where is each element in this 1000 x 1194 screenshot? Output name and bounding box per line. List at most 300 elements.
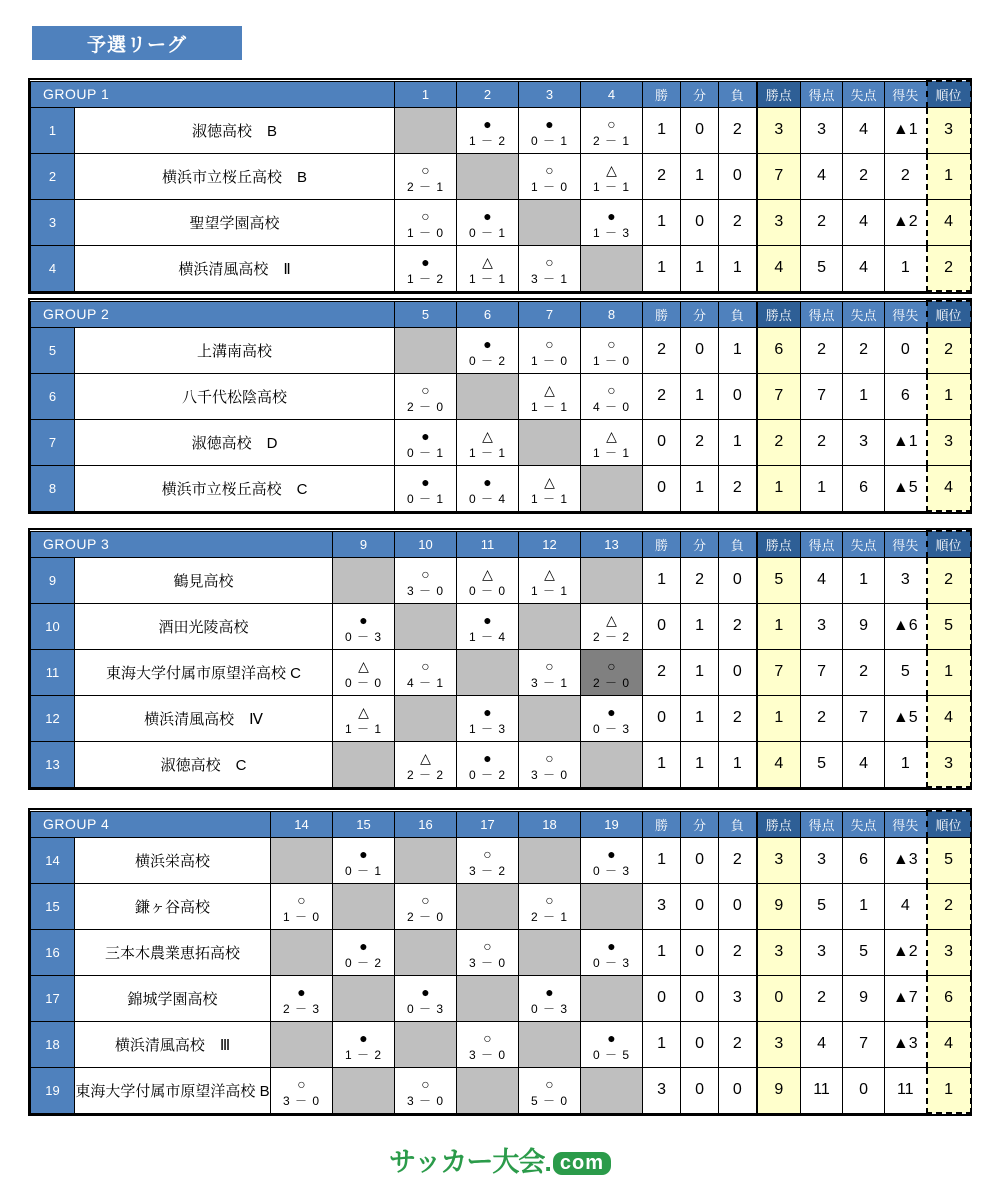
match-cell-blank — [333, 557, 395, 603]
cell-points: 2 — [757, 419, 801, 465]
result-score: 0 － 3 — [593, 863, 631, 878]
result-mark-icon: ● — [607, 937, 616, 954]
cell-lose: 0 — [719, 557, 757, 603]
cell-gd: ▲7 — [885, 975, 927, 1021]
match-result-cell — [457, 741, 519, 787]
cell-gd: 2 — [885, 153, 927, 199]
cell-ga: 0 — [843, 1067, 885, 1113]
cell-draw: 1 — [681, 649, 719, 695]
result-mark-icon: ○ — [545, 161, 554, 178]
cell-win: 1 — [643, 245, 681, 291]
cell-lose: 2 — [719, 695, 757, 741]
match-result-cell — [457, 419, 519, 465]
column-ga: 失点 — [843, 81, 885, 107]
column-number: 15 — [333, 811, 395, 837]
cell-lose: 0 — [719, 373, 757, 419]
match-result-cell — [457, 107, 519, 153]
cell-draw: 2 — [681, 557, 719, 603]
column-points: 勝点 — [757, 531, 801, 557]
cell-points: 5 — [757, 557, 801, 603]
cell-lose: 2 — [719, 603, 757, 649]
match-result-cell — [519, 465, 581, 511]
match-cell-blank — [581, 245, 643, 291]
match-cell-blank — [519, 199, 581, 245]
team-name: 東海大学付属市原望洋高校 B — [75, 1067, 271, 1113]
column-number: 2 — [457, 81, 519, 107]
result-score: 2 － 1 — [407, 179, 445, 194]
row-number: 2 — [31, 153, 75, 199]
result-score: 0 － 2 — [469, 353, 507, 368]
cell-rank: 2 — [927, 883, 971, 929]
cell-gd: 4 — [885, 883, 927, 929]
column-number: 11 — [457, 531, 519, 557]
result-mark-icon: ● — [421, 473, 430, 490]
cell-rank: 4 — [927, 465, 971, 511]
column-number: 13 — [581, 531, 643, 557]
cell-ga: 4 — [843, 245, 885, 291]
cell-ga: 5 — [843, 929, 885, 975]
team-name: 横浜清風高校 Ⅱ — [75, 245, 395, 291]
cell-points: 1 — [757, 695, 801, 741]
result-mark-icon: ○ — [607, 381, 616, 398]
cell-gf: 7 — [801, 373, 843, 419]
row-number: 9 — [31, 557, 75, 603]
match-result-cell — [333, 603, 395, 649]
logo-text: サッカー大会 — [388, 1147, 545, 1177]
cell-gf: 4 — [801, 557, 843, 603]
group-name: GROUP 1 — [31, 81, 395, 107]
match-result-cell — [333, 929, 395, 975]
result-mark-icon: ● — [483, 335, 492, 352]
row-number: 13 — [31, 741, 75, 787]
match-result-cell — [457, 1021, 519, 1067]
column-lose: 負 — [719, 531, 757, 557]
column-number: 5 — [395, 301, 457, 327]
result-score: 1 － 1 — [531, 583, 569, 598]
match-cell-blank — [581, 883, 643, 929]
result-score: 1 － 1 — [593, 179, 631, 194]
column-gf: 得点 — [801, 811, 843, 837]
result-mark-icon: ● — [297, 983, 306, 1000]
group-table — [30, 530, 972, 788]
group-name: GROUP 4 — [31, 811, 271, 837]
result-score: 1 － 1 — [469, 445, 507, 460]
cell-ga: 2 — [843, 327, 885, 373]
result-mark-icon: ● — [483, 473, 492, 490]
cell-lose: 1 — [719, 419, 757, 465]
group-block — [28, 808, 972, 1116]
team-name: 淑徳高校 B — [75, 107, 395, 153]
cell-rank: 2 — [927, 245, 971, 291]
match-cell-blank — [581, 741, 643, 787]
match-result-cell — [581, 419, 643, 465]
column-gd: 得失 — [885, 81, 927, 107]
column-lose: 負 — [719, 301, 757, 327]
group-block — [28, 78, 972, 294]
cell-gd: 11 — [885, 1067, 927, 1113]
match-result-cell — [581, 107, 643, 153]
column-lose: 負 — [719, 811, 757, 837]
match-cell-blank — [519, 837, 581, 883]
team-name: 横浜清風高校 Ⅲ — [75, 1021, 271, 1067]
match-cell-blank — [457, 153, 519, 199]
row-number: 6 — [31, 373, 75, 419]
match-result-cell — [395, 649, 457, 695]
result-mark-icon: △ — [606, 161, 617, 178]
group-table — [30, 300, 972, 512]
match-result-cell — [581, 929, 643, 975]
column-number: 4 — [581, 81, 643, 107]
result-mark-icon: △ — [606, 611, 617, 628]
cell-draw: 2 — [681, 419, 719, 465]
match-result-cell — [457, 695, 519, 741]
cell-win: 1 — [643, 1021, 681, 1067]
result-score: 3 － 0 — [283, 1093, 321, 1108]
match-result-cell — [395, 419, 457, 465]
match-result-cell — [581, 153, 643, 199]
cell-gd: 5 — [885, 649, 927, 695]
column-number: 18 — [519, 811, 581, 837]
cell-gf: 2 — [801, 695, 843, 741]
result-score: 3 － 0 — [469, 1047, 507, 1062]
cell-draw: 0 — [681, 1021, 719, 1067]
cell-gf: 11 — [801, 1067, 843, 1113]
row-number: 8 — [31, 465, 75, 511]
result-mark-icon: ● — [545, 115, 554, 132]
cell-gd: 6 — [885, 373, 927, 419]
row-number: 18 — [31, 1021, 75, 1067]
column-number: 1 — [395, 81, 457, 107]
match-result-cell — [519, 373, 581, 419]
table-row — [31, 199, 971, 245]
table-row — [31, 557, 971, 603]
cell-ga: 9 — [843, 603, 885, 649]
result-score: 0 － 1 — [407, 445, 445, 460]
column-gd: 得失 — [885, 301, 927, 327]
row-number: 12 — [31, 695, 75, 741]
result-mark-icon: ○ — [607, 335, 616, 352]
row-number: 14 — [31, 837, 75, 883]
result-score: 1 － 3 — [469, 721, 507, 736]
match-cell-blank — [519, 419, 581, 465]
column-gf: 得点 — [801, 531, 843, 557]
result-mark-icon: ○ — [545, 335, 554, 352]
cell-rank: 3 — [927, 741, 971, 787]
match-cell-blank — [395, 603, 457, 649]
match-result-cell — [395, 245, 457, 291]
cell-rank: 4 — [927, 695, 971, 741]
column-win: 勝 — [643, 811, 681, 837]
column-ga: 失点 — [843, 811, 885, 837]
cell-points: 7 — [757, 649, 801, 695]
result-score: 0 － 3 — [593, 721, 631, 736]
cell-points: 3 — [757, 929, 801, 975]
match-cell-blank — [333, 1067, 395, 1113]
cell-rank: 3 — [927, 929, 971, 975]
cell-win: 1 — [643, 929, 681, 975]
cell-lose: 1 — [719, 327, 757, 373]
cell-points: 9 — [757, 883, 801, 929]
result-score: 1 － 1 — [345, 721, 383, 736]
cell-gd: 3 — [885, 557, 927, 603]
match-result-cell — [581, 695, 643, 741]
result-mark-icon: ● — [607, 845, 616, 862]
cell-gf: 2 — [801, 199, 843, 245]
cell-points: 9 — [757, 1067, 801, 1113]
cell-points: 4 — [757, 245, 801, 291]
result-mark-icon: ○ — [483, 845, 492, 862]
result-mark-icon: △ — [544, 565, 555, 582]
group-name: GROUP 2 — [31, 301, 395, 327]
cell-lose: 1 — [719, 245, 757, 291]
page-title-text: 予選リーグ — [86, 34, 187, 56]
site-logo — [389, 1140, 611, 1179]
match-cell-blank — [395, 327, 457, 373]
team-name: 淑徳高校 D — [75, 419, 395, 465]
team-name: 錦城学園高校 — [75, 975, 271, 1021]
team-name: 上溝南高校 — [75, 327, 395, 373]
cell-lose: 0 — [719, 153, 757, 199]
cell-draw: 0 — [681, 975, 719, 1021]
table-row — [31, 327, 971, 373]
result-score: 1 － 0 — [531, 179, 569, 194]
cell-gf: 3 — [801, 107, 843, 153]
result-mark-icon: ● — [545, 983, 554, 1000]
group-table — [30, 810, 972, 1114]
result-mark-icon: △ — [544, 381, 555, 398]
cell-lose: 2 — [719, 199, 757, 245]
match-cell-blank — [581, 1067, 643, 1113]
result-mark-icon: △ — [606, 427, 617, 444]
result-mark-icon: ○ — [297, 891, 306, 908]
group-table — [30, 80, 972, 292]
match-result-cell — [581, 373, 643, 419]
result-mark-icon: △ — [358, 657, 369, 674]
cell-draw: 0 — [681, 837, 719, 883]
cell-ga: 1 — [843, 373, 885, 419]
column-gd: 得失 — [885, 531, 927, 557]
row-number: 11 — [31, 649, 75, 695]
column-number: 3 — [519, 81, 581, 107]
match-result-cell — [395, 883, 457, 929]
column-points: 勝点 — [757, 301, 801, 327]
cell-rank: 5 — [927, 603, 971, 649]
match-cell-blank — [519, 1021, 581, 1067]
result-mark-icon: ● — [483, 611, 492, 628]
cell-rank: 5 — [927, 837, 971, 883]
column-number: 19 — [581, 811, 643, 837]
match-cell-blank — [395, 695, 457, 741]
cell-gd: ▲5 — [885, 695, 927, 741]
result-mark-icon: ○ — [545, 891, 554, 908]
column-rank: 順位 — [927, 531, 971, 557]
result-mark-icon: ● — [483, 749, 492, 766]
cell-lose: 0 — [719, 649, 757, 695]
table-row — [31, 837, 971, 883]
table-row — [31, 419, 971, 465]
match-cell-blank — [395, 1021, 457, 1067]
match-result-cell — [333, 649, 395, 695]
result-score: 1 － 0 — [283, 909, 321, 924]
cell-win: 0 — [643, 975, 681, 1021]
result-score: 0 － 1 — [407, 491, 445, 506]
result-score: 1 － 1 — [531, 399, 569, 414]
result-score: 0 － 1 — [531, 133, 569, 148]
cell-ga: 7 — [843, 1021, 885, 1067]
result-mark-icon: ● — [421, 253, 430, 270]
match-cell-blank — [457, 883, 519, 929]
match-cell-blank — [519, 929, 581, 975]
result-mark-icon: △ — [358, 703, 369, 720]
result-mark-icon: ● — [483, 207, 492, 224]
match-result-cell — [395, 557, 457, 603]
result-mark-icon: ● — [607, 703, 616, 720]
cell-gf: 4 — [801, 153, 843, 199]
match-result-cell — [333, 695, 395, 741]
result-score: 2 － 0 — [407, 909, 445, 924]
cell-gd: 0 — [885, 327, 927, 373]
cell-gd: ▲6 — [885, 603, 927, 649]
result-mark-icon: ○ — [545, 657, 554, 674]
cell-win: 1 — [643, 837, 681, 883]
match-cell-blank — [519, 695, 581, 741]
result-mark-icon: ○ — [607, 115, 616, 132]
cell-win: 1 — [643, 741, 681, 787]
match-result-cell — [395, 975, 457, 1021]
table-row — [31, 603, 971, 649]
result-mark-icon: △ — [420, 749, 431, 766]
group-header-row — [31, 301, 971, 327]
match-cell-blank — [333, 741, 395, 787]
column-gf: 得点 — [801, 301, 843, 327]
match-result-cell — [519, 883, 581, 929]
result-score: 0 － 1 — [345, 863, 383, 878]
cell-gf: 7 — [801, 649, 843, 695]
cell-win: 3 — [643, 883, 681, 929]
match-cell-blank — [581, 557, 643, 603]
match-result-cell — [395, 465, 457, 511]
match-result-cell — [271, 883, 333, 929]
result-score: 1 － 0 — [531, 353, 569, 368]
match-cell-blank — [581, 975, 643, 1021]
match-result-cell — [519, 975, 581, 1021]
table-row — [31, 153, 971, 199]
match-cell-blank — [395, 837, 457, 883]
match-result-cell — [333, 1021, 395, 1067]
cell-ga: 6 — [843, 837, 885, 883]
group-block — [28, 298, 972, 514]
table-row — [31, 107, 971, 153]
cell-ga: 3 — [843, 419, 885, 465]
column-lose: 負 — [719, 81, 757, 107]
result-score: 0 － 2 — [345, 955, 383, 970]
column-rank: 順位 — [927, 811, 971, 837]
cell-win: 0 — [643, 465, 681, 511]
result-score: 2 － 1 — [531, 909, 569, 924]
match-result-cell — [519, 327, 581, 373]
column-ga: 失点 — [843, 531, 885, 557]
result-mark-icon: ○ — [483, 1029, 492, 1046]
cell-gf: 1 — [801, 465, 843, 511]
match-result-cell — [395, 153, 457, 199]
cell-rank: 2 — [927, 557, 971, 603]
match-cell-blank — [457, 975, 519, 1021]
match-cell-blank — [519, 603, 581, 649]
result-score: 1 － 0 — [407, 225, 445, 240]
table-row — [31, 1021, 971, 1067]
cell-lose: 2 — [719, 1021, 757, 1067]
row-number: 10 — [31, 603, 75, 649]
match-result-cell — [457, 199, 519, 245]
group-block — [28, 528, 972, 790]
cell-gd: 1 — [885, 741, 927, 787]
result-mark-icon: ● — [483, 703, 492, 720]
cell-ga: 1 — [843, 883, 885, 929]
match-result-cell — [457, 603, 519, 649]
row-number: 7 — [31, 419, 75, 465]
cell-rank: 3 — [927, 107, 971, 153]
cell-rank: 4 — [927, 1021, 971, 1067]
cell-draw: 1 — [681, 245, 719, 291]
table-row — [31, 975, 971, 1021]
match-cell-blank — [271, 837, 333, 883]
match-result-cell — [519, 649, 581, 695]
group-header-row — [31, 811, 971, 837]
column-gd: 得失 — [885, 811, 927, 837]
cell-gd: ▲2 — [885, 929, 927, 975]
result-score: 0 － 5 — [593, 1047, 631, 1062]
cell-draw: 0 — [681, 327, 719, 373]
group-header-row — [31, 531, 971, 557]
cell-ga: 6 — [843, 465, 885, 511]
cell-gd: ▲1 — [885, 107, 927, 153]
result-mark-icon: ● — [359, 1029, 368, 1046]
result-mark-icon: △ — [482, 427, 493, 444]
match-result-cell — [581, 649, 643, 695]
match-cell-blank — [271, 1021, 333, 1067]
table-row — [31, 649, 971, 695]
cell-lose: 2 — [719, 107, 757, 153]
cell-lose: 1 — [719, 741, 757, 787]
result-score: 1 － 1 — [593, 445, 631, 460]
result-mark-icon: △ — [544, 473, 555, 490]
cell-lose: 2 — [719, 929, 757, 975]
column-number: 14 — [271, 811, 333, 837]
cell-ga: 4 — [843, 199, 885, 245]
team-name: 聖望学園高校 — [75, 199, 395, 245]
result-mark-icon: ● — [483, 115, 492, 132]
cell-draw: 0 — [681, 199, 719, 245]
result-mark-icon: ○ — [421, 161, 430, 178]
result-mark-icon: ○ — [421, 1075, 430, 1092]
cell-lose: 3 — [719, 975, 757, 1021]
team-name: 酒田光陵高校 — [75, 603, 333, 649]
result-score: 1 － 3 — [593, 225, 631, 240]
cell-lose: 0 — [719, 883, 757, 929]
result-mark-icon: ○ — [421, 891, 430, 908]
team-name: 横浜栄高校 — [75, 837, 271, 883]
column-draw: 分 — [681, 811, 719, 837]
cell-points: 1 — [757, 603, 801, 649]
group-header-row — [31, 81, 971, 107]
match-result-cell — [457, 327, 519, 373]
result-mark-icon: ● — [421, 427, 430, 444]
result-mark-icon: ● — [359, 611, 368, 628]
cell-points: 6 — [757, 327, 801, 373]
result-score: 5 － 0 — [531, 1093, 569, 1108]
cell-gf: 5 — [801, 883, 843, 929]
column-draw: 分 — [681, 531, 719, 557]
